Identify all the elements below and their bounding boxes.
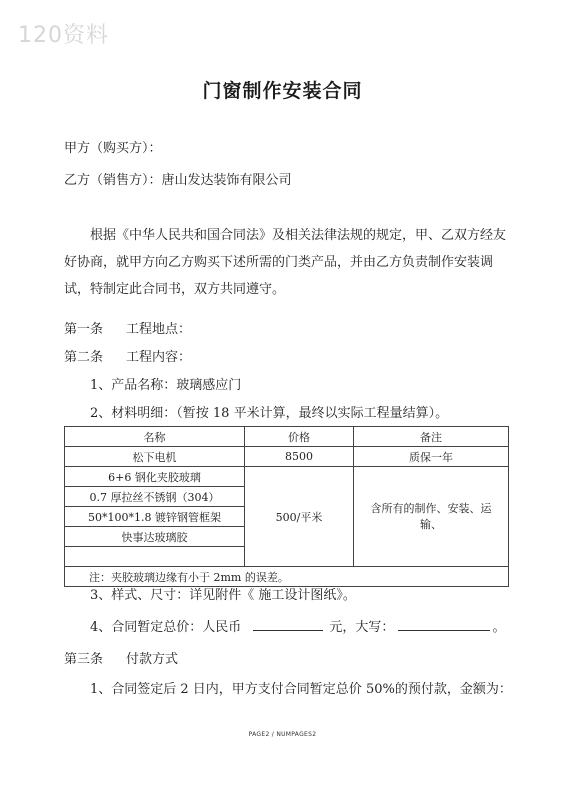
- watermark: 120资料: [18, 23, 109, 48]
- table-header: 价格: [245, 427, 354, 447]
- table-cell: 快事达玻璃胶: [65, 527, 245, 547]
- party-a-line: 甲方（购买方）：: [64, 141, 162, 156]
- article-2-label: 第二条: [64, 350, 104, 365]
- table-cell: 0.7 厚拉丝不锈钢（304）: [65, 487, 245, 507]
- table-cell: 8500: [245, 447, 354, 467]
- item-3: 3、样式、尺寸：详见附件《 施工设计图纸》。: [90, 588, 356, 603]
- item-1: 1、产品名称：玻璃感应门: [90, 378, 242, 393]
- item-4-suffix: 。: [492, 620, 506, 635]
- article-2: [64, 346, 191, 365]
- table-header: 名称: [65, 427, 245, 447]
- article-1-label: 第一条: [64, 322, 104, 337]
- article-2-text: 工程内容：: [126, 350, 192, 365]
- capital-amount-blank[interactable]: [398, 618, 490, 631]
- table-header: 备注: [354, 427, 509, 447]
- article-3: [64, 648, 178, 667]
- table-footnote: 注：夹胶玻璃边缘有小于 2mm 的误差。: [65, 567, 509, 587]
- table-cell: 50*100*1.8 镀锌钢管框架: [65, 507, 245, 527]
- article-3-label: 第三条: [64, 652, 104, 667]
- table-row: [65, 467, 509, 487]
- payment-item-1: 1、合同签定后 2 日内，甲方支付合同暂定总价 50%的预付款，金额为：: [90, 682, 512, 697]
- item-4-prefix: 4、合同暂定总价：人民币: [90, 620, 242, 635]
- party-b-line: 乙方（销售方）：唐山发达装饰有限公司: [64, 173, 292, 188]
- table-cell: 6+6 钢化夹胶玻璃: [65, 467, 245, 487]
- material-price-cell: 500/平米: [245, 467, 354, 567]
- article-3-text: 付款方式: [126, 652, 179, 667]
- article-1: [64, 318, 191, 337]
- materials-table: [64, 426, 509, 587]
- intro-paragraph: 根据《中华人民共和国合同法》及相关法律法规的规定，甲、乙双方经友好协商，就甲方向乙方购买下述所需的门类产品，并由乙方负责制作安装调试，特制定此合同书，双方共同遵守。: [64, 228, 507, 297]
- material-note-cell: 含所有的制作、安装、运输、: [354, 467, 509, 567]
- item-4: [90, 616, 505, 635]
- table-cell: 松下电机: [65, 447, 245, 467]
- price-blank[interactable]: [253, 618, 323, 631]
- table-row: [65, 447, 509, 467]
- item-4-middle: 元，大写：: [329, 620, 395, 635]
- table-cell-empty: [65, 547, 245, 567]
- article-1-text: 工程地点：: [126, 322, 192, 337]
- document-title: 门窗制作安装合同: [202, 80, 363, 102]
- table-cell: 质保一年: [354, 447, 509, 467]
- item-2: 2、材料明细：（暂按 18 平米计算，最终以实际工程量结算）。: [90, 406, 449, 421]
- page-footer: PAGE2 / NUMPAGES2: [248, 731, 317, 738]
- table-header-row: [65, 427, 509, 447]
